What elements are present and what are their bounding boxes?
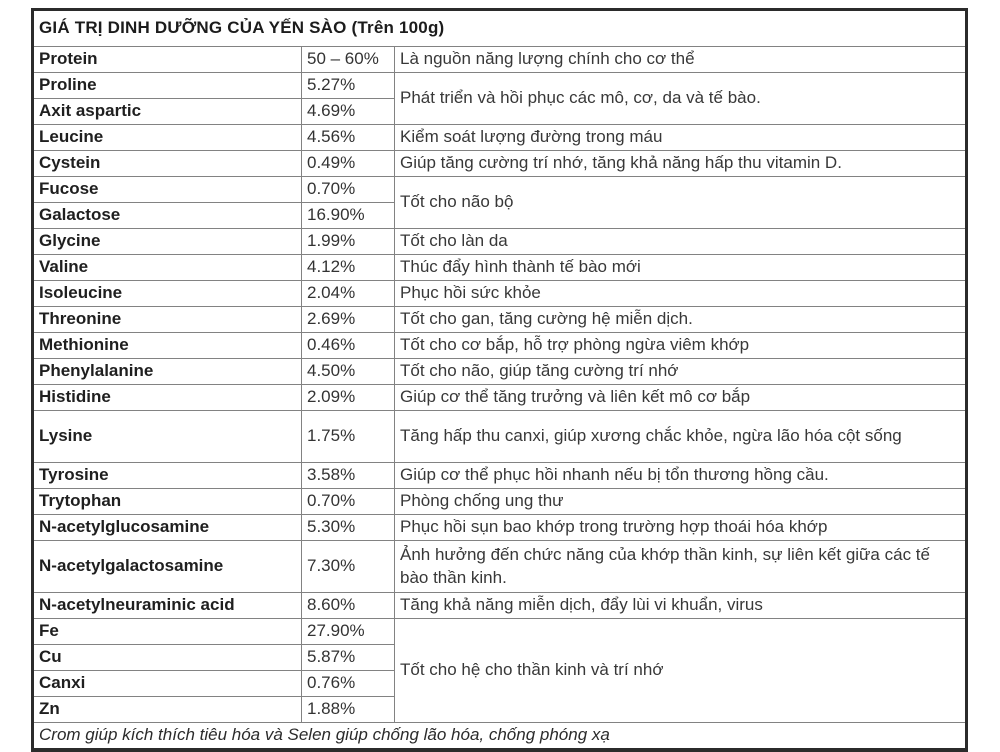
nutrient-value-cell: 4.12%: [302, 255, 395, 281]
table-row: [33, 177, 967, 203]
table-row: [33, 541, 967, 593]
nutrient-value-cell: 3.58%: [302, 463, 395, 489]
nutrient-value-cell: 0.70%: [302, 177, 395, 203]
nutrient-name-cell: Fucose: [33, 177, 302, 203]
table-row: [33, 333, 967, 359]
nutrient-value-cell: 0.49%: [302, 151, 395, 177]
benefit-cell: Ảnh hưởng đến chức năng của khớp thần kinh, sự liên kết giữa các tế bào thần kinh.: [395, 541, 967, 593]
nutrient-value-cell: 27.90%: [302, 619, 395, 645]
benefit-cell: Tốt cho gan, tăng cường hệ miễn dịch.: [395, 307, 967, 333]
table-row: [33, 411, 967, 463]
benefit-cell: Tốt cho cơ bắp, hỗ trợ phòng ngừa viêm khớp: [395, 333, 967, 359]
title-row: [33, 10, 967, 47]
nutrient-name-cell: Axit aspartic: [33, 99, 302, 125]
benefit-cell: Là nguồn năng lượng chính cho cơ thể: [395, 47, 967, 73]
nutrient-name-cell: Leucine: [33, 125, 302, 151]
nutrient-name-cell: Proline: [33, 73, 302, 99]
nutrient-value-cell: 5.27%: [302, 73, 395, 99]
nutrition-table: [31, 8, 968, 752]
nutrient-value-cell: 1.88%: [302, 697, 395, 723]
table-row: [33, 489, 967, 515]
nutrient-value-cell: 0.76%: [302, 671, 395, 697]
nutrient-name-cell: N-acetylneuraminic acid: [33, 593, 302, 619]
nutrient-value-cell: 2.69%: [302, 307, 395, 333]
nutrient-name-cell: Protein: [33, 47, 302, 73]
table-row: [33, 385, 967, 411]
table-row: [33, 281, 967, 307]
nutrient-value-cell: 50 – 60%: [302, 47, 395, 73]
benefit-cell: Phát triển và hồi phục các mô, cơ, da và tế bào.: [395, 73, 967, 125]
table-row: [33, 463, 967, 489]
table-row: [33, 593, 967, 619]
benefit-cell: Tốt cho não bộ: [395, 177, 967, 229]
nutrient-name-cell: Glycine: [33, 229, 302, 255]
nutrient-name-cell: Phenylalanine: [33, 359, 302, 385]
nutrient-name-cell: N-acetylglucosamine: [33, 515, 302, 541]
nutrient-value-cell: 5.87%: [302, 645, 395, 671]
benefit-cell: Thúc đẩy hình thành tế bào mới: [395, 255, 967, 281]
nutrient-value-cell: 2.09%: [302, 385, 395, 411]
table-row: [33, 229, 967, 255]
table-row: [33, 125, 967, 151]
nutrient-value-cell: 4.50%: [302, 359, 395, 385]
table-row: [33, 73, 967, 99]
nutrient-value-cell: 7.30%: [302, 541, 395, 593]
nutrient-value-cell: 4.56%: [302, 125, 395, 151]
table-row: [33, 359, 967, 385]
nutrient-value-cell: 0.46%: [302, 333, 395, 359]
benefit-cell: Tốt cho não, giúp tăng cường trí nhớ: [395, 359, 967, 385]
benefit-cell: Phục hồi sụn bao khớp trong trường hợp thoái hóa khớp: [395, 515, 967, 541]
nutrient-name-cell: Fe: [33, 619, 302, 645]
benefit-cell: Giúp cơ thể phục hồi nhanh nếu bị tổn thương hồng cầu.: [395, 463, 967, 489]
nutrient-name-cell: Cu: [33, 645, 302, 671]
nutrient-name-cell: Trytophan: [33, 489, 302, 515]
nutrient-value-cell: 1.75%: [302, 411, 395, 463]
table-row: [33, 151, 967, 177]
nutrient-value-cell: 16.90%: [302, 203, 395, 229]
table-row: [33, 255, 967, 281]
benefit-cell: Giúp tăng cường trí nhớ, tăng khả năng hấp thu vitamin D.: [395, 151, 967, 177]
nutrient-name-cell: Zn: [33, 697, 302, 723]
nutrient-name-cell: Isoleucine: [33, 281, 302, 307]
benefit-cell: Tăng khả năng miễn dịch, đẩy lùi vi khuẩn, virus: [395, 593, 967, 619]
nutrient-name-cell: Threonine: [33, 307, 302, 333]
benefit-cell: Kiểm soát lượng đường trong máu: [395, 125, 967, 151]
nutrient-value-cell: 4.69%: [302, 99, 395, 125]
nutrient-name-cell: Valine: [33, 255, 302, 281]
footer-row: [33, 723, 967, 750]
nutrient-value-cell: 8.60%: [302, 593, 395, 619]
benefit-cell: Tăng hấp thu canxi, giúp xương chắc khỏe, ngừa lão hóa cột sống: [395, 411, 967, 463]
benefit-cell: Phòng chống ung thư: [395, 489, 967, 515]
table-title: GIÁ TRỊ DINH DƯỠNG CỦA YẾN SÀO (Trên 100g): [33, 10, 967, 47]
nutrient-name-cell: Methionine: [33, 333, 302, 359]
table-row: [33, 619, 967, 645]
table-row: [33, 47, 967, 73]
table-row: [33, 307, 967, 333]
nutrient-value-cell: 5.30%: [302, 515, 395, 541]
benefit-cell: Giúp cơ thể tăng trưởng và liên kết mô cơ bắp: [395, 385, 967, 411]
benefit-cell: Phục hồi sức khỏe: [395, 281, 967, 307]
nutrient-value-cell: 0.70%: [302, 489, 395, 515]
footer-note: Crom giúp kích thích tiêu hóa và Selen giúp chống lão hóa, chống phóng xạ: [33, 723, 967, 750]
nutrient-name-cell: Cystein: [33, 151, 302, 177]
nutrient-name-cell: N-acetylgalactosamine: [33, 541, 302, 593]
benefit-cell: Tốt cho hệ cho thần kinh và trí nhớ: [395, 619, 967, 723]
nutrition-table-container: [31, 8, 968, 752]
table-body: [33, 47, 967, 723]
nutrient-name-cell: Canxi: [33, 671, 302, 697]
nutrient-value-cell: 1.99%: [302, 229, 395, 255]
benefit-cell: Tốt cho làn da: [395, 229, 967, 255]
nutrient-name-cell: Tyrosine: [33, 463, 302, 489]
nutrient-name-cell: Lysine: [33, 411, 302, 463]
table-row: [33, 515, 967, 541]
nutrient-name-cell: Galactose: [33, 203, 302, 229]
nutrient-name-cell: Histidine: [33, 385, 302, 411]
nutrient-value-cell: 2.04%: [302, 281, 395, 307]
